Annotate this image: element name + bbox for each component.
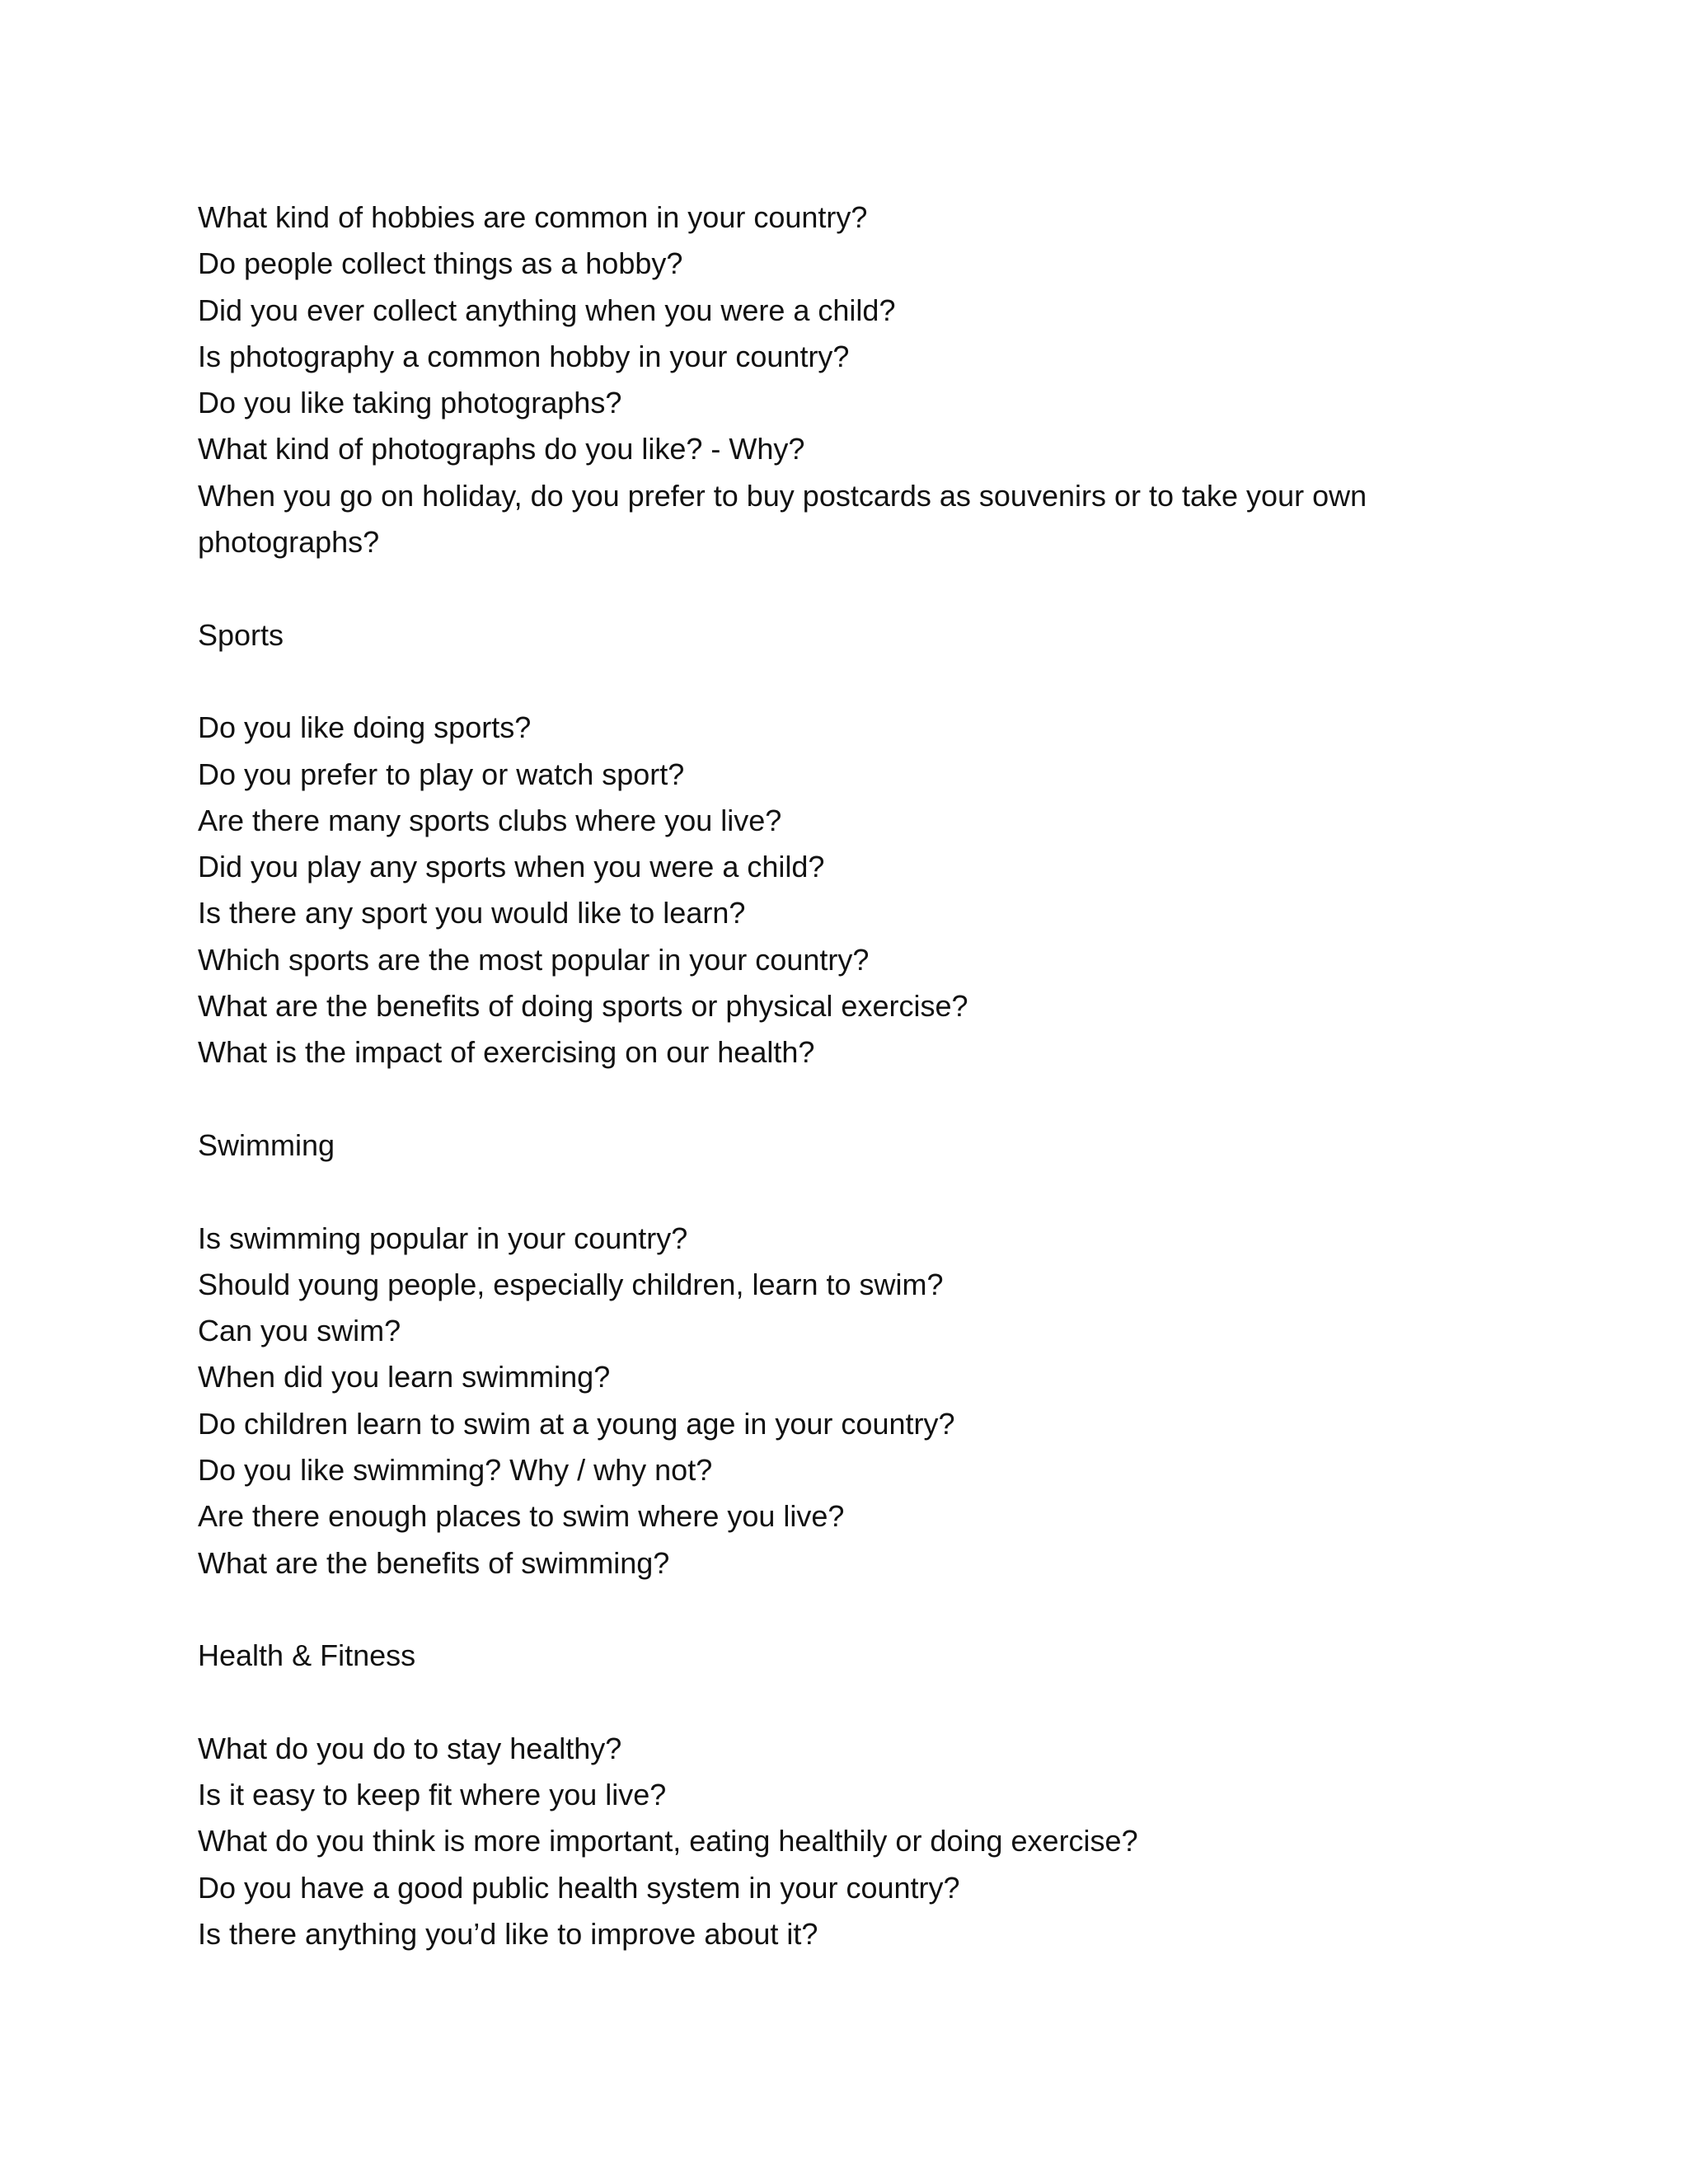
section-sports: [198, 612, 1517, 1076]
question: Do people collect things as a hobby?: [198, 246, 683, 281]
question: What kind of hobbies are common in your country?: [198, 200, 868, 234]
section-heading: Health & Fitness: [198, 1638, 416, 1673]
question: Do children learn to swim at a young age in your country?: [198, 1406, 955, 1441]
section-swimming: [198, 1122, 1517, 1586]
question: When you go on holiday, do you prefer to buy postcards as souvenirs or to take your own photographs?: [198, 478, 1367, 560]
section-health-fitness: [198, 1633, 1517, 1957]
question: Is it easy to keep fit where you live?: [198, 1778, 667, 1812]
question: Do you prefer to play or watch sport?: [198, 757, 685, 791]
question: Did you ever collect anything when you were a child?: [198, 293, 896, 327]
question: Do you have a good public health system in your country?: [198, 1870, 960, 1905]
question: Is swimming popular in your country?: [198, 1221, 688, 1255]
question: Are there enough places to swim where you live?: [198, 1499, 845, 1534]
question: Do you like taking photographs?: [198, 386, 622, 420]
question: When did you learn swimming?: [198, 1360, 611, 1394]
question: What kind of photographs do you like? - Why?: [198, 432, 805, 466]
section-hobbies: [198, 194, 1517, 565]
question: Is there any sport you would like to learn?: [198, 896, 746, 930]
question: What do you think is more important, eating healthily or doing exercise?: [198, 1824, 1138, 1858]
question: What is the impact of exercising on our health?: [198, 1035, 815, 1070]
question: Are there many sports clubs where you live?: [198, 803, 782, 837]
question: What do you do to stay healthy?: [198, 1731, 622, 1765]
section-heading: Swimming: [198, 1127, 335, 1162]
question: Which sports are the most popular in your country?: [198, 942, 870, 977]
question: Is there anything you’d like to improve about it?: [198, 1916, 818, 1951]
question: Can you swim?: [198, 1314, 401, 1348]
section-heading: Sports: [198, 617, 284, 652]
question: What are the benefits of doing sports or physical exercise?: [198, 989, 968, 1024]
question: Is photography a common hobby in your country?: [198, 339, 850, 373]
question: Did you play any sports when you were a child?: [198, 850, 825, 884]
question: Do you like swimming? Why / why not?: [198, 1453, 713, 1488]
question: Should young people, especially children, learn to swim?: [198, 1267, 944, 1301]
document-content: [198, 194, 1517, 1957]
question: What are the benefits of swimming?: [198, 1545, 670, 1580]
question: Do you like doing sports?: [198, 710, 532, 745]
